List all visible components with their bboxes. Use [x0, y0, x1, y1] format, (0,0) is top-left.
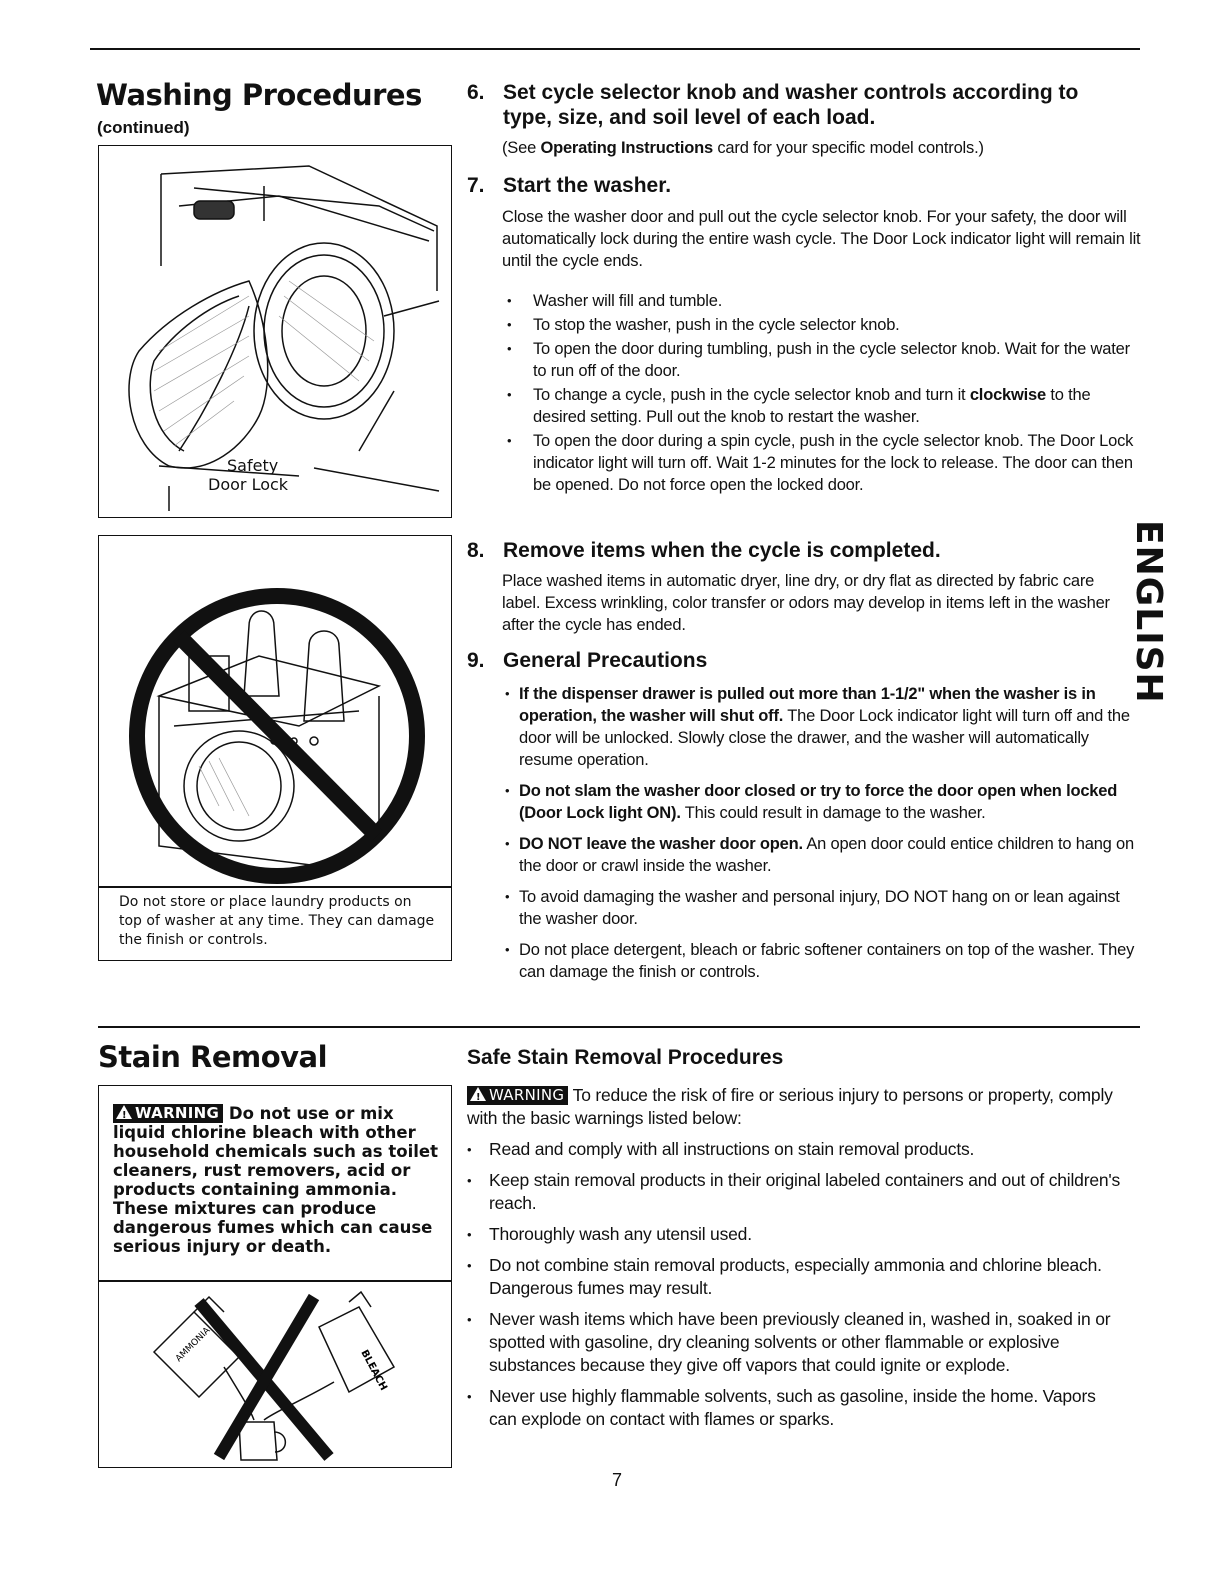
ammonia-bottle-label: AMMONIA: [174, 1325, 213, 1365]
section-rule: [98, 1026, 1140, 1028]
step-9-heading: 9. General Precautions: [467, 649, 708, 672]
safe-stain-removal-title: Safe Stain Removal Procedures: [467, 1046, 784, 1069]
no-products-figure: [98, 535, 452, 961]
list-item: • To open the door during tumbling, push in the cycle selector knob. Wait for the water to run off of the door.: [507, 338, 1147, 382]
safe-stain-intro: !WARNING To reduce the risk of fire or serious injury to persons or property, comply with the basic warnings listed below:: [467, 1084, 1137, 1130]
step-7-heading: 7. Start the washer.: [467, 174, 672, 197]
list-item: • Read and comply with all instructions on stain removal products.: [467, 1138, 1127, 1161]
top-rule: [90, 48, 1140, 50]
page-number: 7: [612, 1470, 623, 1490]
warning-triangle-icon: [116, 1105, 132, 1119]
list-item: • Do not place detergent, bleach or fabric softener containers on top of the washer. They can damage the finish or controls.: [505, 939, 1135, 983]
safety-label: Safety: [227, 456, 279, 475]
list-item: • To avoid damaging the washer and personal injury, DO NOT hang on or lean against the washer door.: [505, 886, 1135, 930]
step-7-bullets: [507, 290, 1147, 498]
list-item: • To change a cycle, push in the cycle selector knob and turn it clockwise to the desired setting. Pull out the knob to restart the washer.: [507, 384, 1147, 428]
do-not-mix-illustration: [99, 1282, 451, 1467]
step-8-body: Place washed items in automatic dryer, line dry, or dry flat as directed by fabric care label. Excess wrinkling, color transfer or odors may develop in items left in the washer after the cycle has ended.: [502, 572, 1110, 634]
list-item: • To stop the washer, push in the cycle selector knob.: [507, 314, 1147, 336]
washing-procedures-subtitle: (continued): [97, 118, 190, 137]
list-item: • Do not slam the washer door closed or try to force the door open when locked (Door Lock light ON). This could result in damage to the washer.: [505, 780, 1135, 824]
list-item: • Keep stain removal products in their original labeled containers and out of children's reach.: [467, 1169, 1127, 1215]
bleach-warning-text: !WARNING Do not use or mix liquid chlorine bleach with other household chemicals such as toilet cleaners, rust removers, acid or products containing ammonia. These mixtures can produce dangerous fumes which can cause serious injury or death.: [113, 1104, 441, 1256]
list-item: • Do not combine stain removal products, especially ammonia and chlorine bleach. Dangerous fumes may result.: [467, 1254, 1127, 1300]
washer-door-figure: [98, 145, 452, 518]
bleach-bottle-label: BLEACH: [358, 1348, 389, 1393]
step-6-heading: 6. Set cycle selector knob and washer controls according to type, size, and soil level of each load.: [467, 81, 1079, 129]
step-8-heading: 8. Remove items when the cycle is completed.: [467, 539, 941, 562]
door-lock-label: Door Lock: [208, 475, 289, 494]
list-item: • Never use highly flammable solvents, such as gasoline, inside the home. Vapors can explode on contact with flames or sparks.: [467, 1385, 1127, 1431]
safe-stain-list: [467, 1138, 1127, 1439]
warning-triangle-icon: [470, 1087, 486, 1101]
language-side-label: ENGLISH: [1128, 520, 1169, 704]
stain-removal-title: Stain Removal: [98, 1040, 328, 1074]
washing-procedures-title: Washing Procedures: [96, 78, 422, 112]
no-products-caption: Do not store or place laundry products on top of washer at any time. They can damage the finish or controls.: [119, 894, 435, 948]
warning-badge: !WARNING: [467, 1086, 568, 1105]
list-item: • DO NOT leave the washer door open. An open door could entice children to hang on the door or crawl inside the washer.: [505, 833, 1135, 877]
general-precautions-list: [505, 683, 1135, 992]
list-item: • To open the door during a spin cycle, push in the cycle selector knob. The Door Lock indicator light will turn off. Wait 1-2 minutes for the lock to release. The door can then be opened. Do not force open the locked door.: [507, 430, 1147, 496]
step-7-body: Close the washer door and pull out the cycle selector knob. For your safety, the door will automatically lock during the entire wash cycle. The Door Lock indicator light will remain lit until the cycle ends.: [502, 208, 1141, 270]
warning-badge: !WARNING: [113, 1104, 223, 1123]
list-item: • Washer will fill and tumble.: [507, 290, 1147, 312]
list-item: • If the dispenser drawer is pulled out more than 1-1/2" when the washer is in operation, the washer will shut off. The Door Lock indicator light will turn off and the door will be unlocked. Slowly close the drawer, and the washer will automatically resume operation.: [505, 683, 1135, 771]
list-item: • Thoroughly wash any utensil used.: [467, 1223, 1127, 1246]
list-item: • Never wash items which have been previously cleaned in, washed in, soaked in or spotted with gasoline, dry cleaning solvents or other flammable or explosive substances because they give off vapors that could ignite or explode.: [467, 1308, 1127, 1377]
prohibited-products-on-washer-illustration: [99, 536, 451, 886]
step-6-note: (See Operating Instructions card for your specific model controls.): [502, 139, 984, 157]
stain-warning-box: [98, 1085, 452, 1468]
caption-divider: [99, 886, 451, 888]
